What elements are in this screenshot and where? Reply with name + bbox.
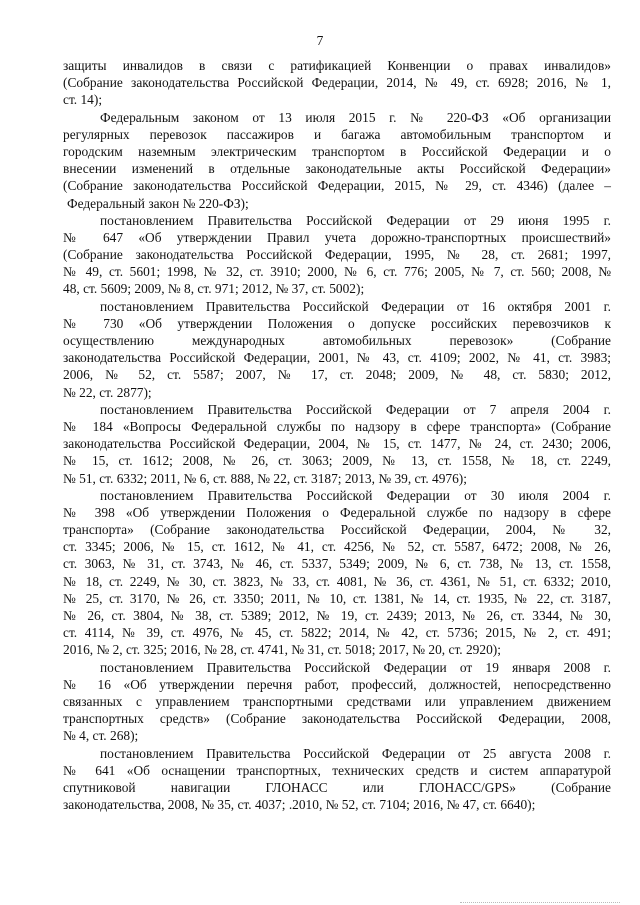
text-line: защиты инвалидов в связи с ратификацией Конвенции о правах инвалидов»: [63, 58, 611, 73]
text-line: № 49, ст. 5601; 1998, № 32, ст. 3910; 2000, № 6, ст. 776; 2005, № 7, ст. 560; 2008, №: [63, 264, 611, 280]
text-line: № 51, ст. 6332; 2011, № 6, ст. 888, № 22, ст. 3187; 2013, № 39, ст. 4976);: [63, 470, 467, 486]
paragraph-resolution-184: [63, 401, 611, 487]
text-line: постановлением Правительства Российской Федерации от 30 июля 2004 г.: [100, 487, 611, 503]
text-line: ст. 4114, № 39, ст. 4976, № 45, ст. 5822; 2014, № 42, ст. 5736; 2015, № 2, ст. 491;: [63, 625, 611, 641]
paragraph-federal-law-220: [63, 109, 611, 212]
text-line: № 730 «Об утверждении Положения о допуске российских перевозчиков к: [63, 315, 611, 331]
text-line: Федеральным законом от 13 июля 2015 г. № 220-ФЗ «Об организации: [100, 109, 611, 125]
text-line: осуществлению международных автомобильных перевозок» (Собрание: [63, 333, 611, 348]
text-line: № 647 «Об утверждении Правил учета дорожно-транспортных происшествий»: [63, 229, 611, 245]
text-line: транспортных средств» (Собрание законодательства Российской Федерации, 2008,: [63, 711, 611, 727]
text-line: спутниковой навигации ГЛОНАСС или ГЛОНАСС/GPS» (Собрание: [63, 779, 611, 795]
text-line: № 184 «Вопросы Федеральной службы по надзору в сфере транспорта» (Собрание: [63, 418, 611, 434]
text-line: внесении изменений в отдельные законодательные акты Российской Федерации»: [63, 161, 611, 177]
text-line: № 4, ст. 268);: [63, 728, 139, 744]
text-line: № 15, ст. 1612; 2008, № 26, ст. 3063; 2009, № 13, ст. 1558, № 18, ст. 2249,: [63, 453, 611, 469]
document-body: [63, 57, 611, 813]
text-line: регулярных перевозок пассажиров и багажа автомобильным транспортом и: [63, 126, 611, 142]
paragraph-resolution-16: [63, 659, 611, 745]
text-line: 2016, № 2, ст. 325; 2016, № 28, ст. 4741, № 31, ст. 5018; 2017, № 20, ст. 2920);: [63, 642, 501, 658]
text-line: законодательства Российской Федерации, 2001, № 43, ст. 4109; 2002, № 41, ст. 3983;: [63, 350, 611, 366]
text-line: (Собрание законодательства Российской Федерации, 1995, № 28, ст. 2681; 1997,: [63, 247, 611, 263]
text-line: № 641 «Об оснащении транспортных, технических средств и систем аппаратурой: [63, 762, 611, 778]
page-number: 7: [316, 33, 324, 48]
paragraph-disability-rights: [63, 57, 611, 109]
text-line: городским наземным электрическим транспортом в Российской Федерации и о: [63, 143, 611, 159]
text-line: Федеральный закон № 220-ФЗ);: [67, 195, 249, 211]
text-line: 48, ст. 5609; 2009, № 8, ст. 971; 2012, № 37, ст. 5002);: [63, 281, 365, 297]
text-line: № 398 «Об утверждении Положения о Федеральной службе по надзору в сфере: [63, 504, 611, 520]
text-line: постановлением Правительства Российской Федерации от 29 июня 1995 г.: [100, 212, 611, 228]
text-line: законодательства Российской Федерации, 2004, № 15, ст. 1477, № 24, ст. 2430; 2006,: [63, 436, 611, 452]
paragraph-resolution-647: [63, 212, 611, 298]
text-line: ст. 14);: [63, 92, 103, 108]
text-line: № 22, ст. 2877);: [63, 384, 152, 400]
text-line: постановлением Правительства Российской Федерации от 16 октября 2001 г.: [100, 298, 611, 314]
text-line: № 16 «Об утверждении перечня работ, профессий, должностей, непосредственно: [63, 676, 611, 692]
paragraph-resolution-730: [63, 298, 611, 401]
text-line: транспорта» (Собрание законодательства Российской Федерации, 2004, № 32,: [63, 522, 611, 538]
text-line: № 25, ст. 3170, № 26, ст. 3350; 2011, № 10, ст. 1381, № 14, ст. 1935, № 22, ст. 3187,: [63, 590, 611, 606]
text-line: ст. 3345; 2006, № 15, ст. 1612, № 41, ст. 4256, № 52, ст. 5587, 6472; 2008, № 26,: [63, 539, 611, 555]
paragraph-resolution-641: [63, 745, 611, 814]
text-line: № 18, ст. 2249, № 30, ст. 3823, № 33, ст. 4081, № 36, ст. 4361, № 51, ст. 6332; 2010,: [63, 573, 611, 589]
scan-artifact: [460, 899, 620, 903]
text-line: постановлением Правительства Российской Федерации от 19 января 2008 г.: [100, 659, 611, 675]
text-line: 2006, № 52, ст. 5587; 2007, № 17, ст. 2048; 2009, № 48, ст. 5830; 2012,: [63, 367, 611, 383]
text-line: (Собрание законодательства Российской Федерации, 2014, № 49, ст. 6928; 2016, № 1,: [63, 75, 611, 91]
text-line: № 26, ст. 3804, № 38, ст. 5389; 2012, № 19, ст. 2439; 2013, № 26, ст. 3344, № 30,: [63, 608, 611, 623]
paragraph-resolution-398: [63, 487, 611, 659]
text-line: постановлением Правительства Российской Федерации от 25 августа 2008 г.: [100, 745, 611, 761]
text-line: связанных с управлением транспортными средствами или управлением движением: [63, 693, 611, 709]
text-line: постановлением Правительства Российской Федерации от 7 апреля 2004 г.: [100, 401, 611, 417]
text-line: (Собрание законодательства Российской Федерации, 2015, № 29, ст. 4346) (далее –: [63, 178, 611, 194]
text-line: ст. 3063, № 31, ст. 3743, № 46, ст. 5337, 5349; 2009, № 6, ст. 738, № 13, ст. 1558,: [63, 556, 611, 572]
text-line: законодательства, 2008, № 35, ст. 4037; .2010, № 52, ст. 7104; 2016, № 47, ст. 6640);: [63, 797, 536, 813]
